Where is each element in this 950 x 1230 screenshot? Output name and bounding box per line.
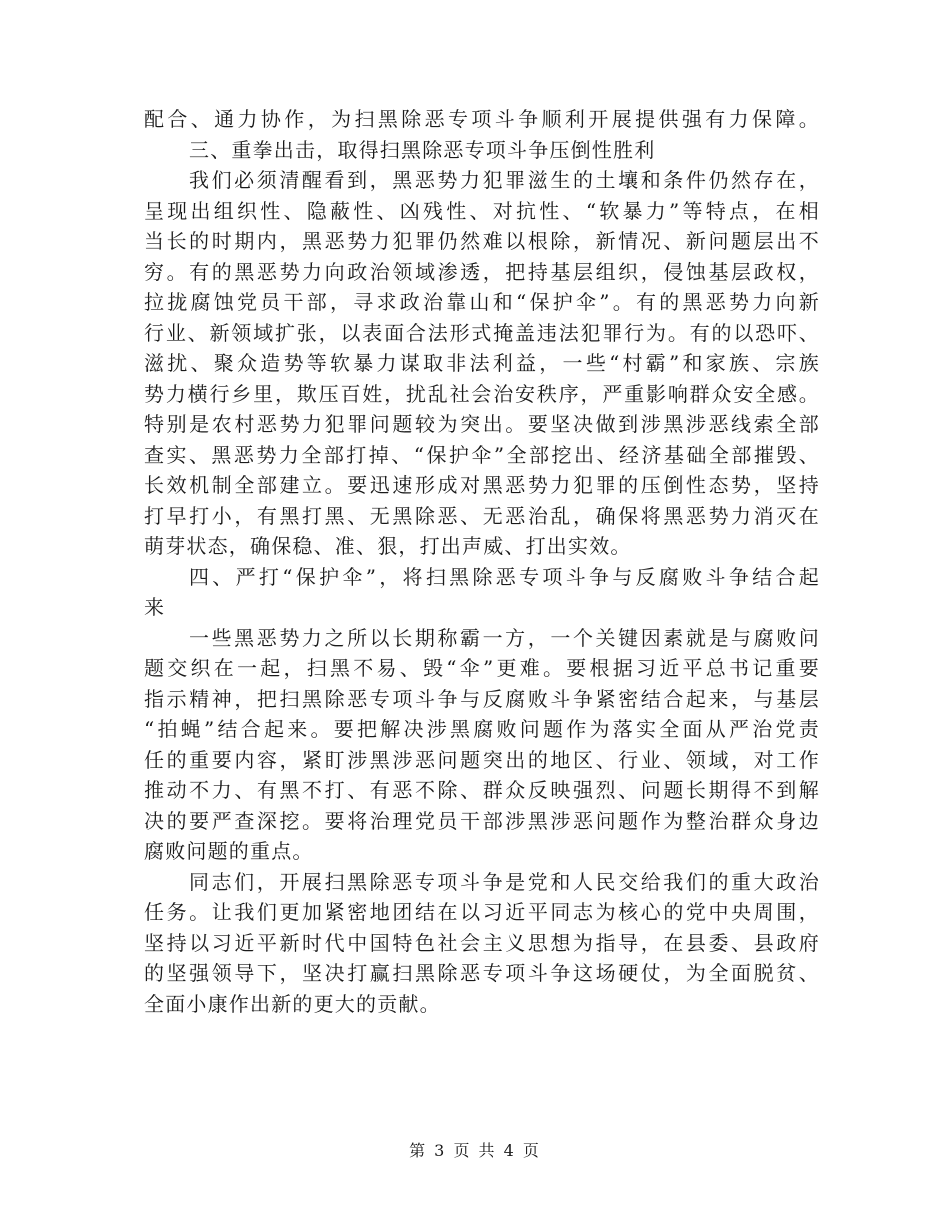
paragraph-line: 来: [144, 595, 166, 619]
paragraph-line: 查实、黑恶势力全部打掉、“保护伞”全部挖出、经济基础全部摧毁、: [144, 442, 820, 467]
paragraph-line: 配合、通力协作，为扫黑除恶专项斗争顺利开展提供强有力保障。: [144, 107, 820, 131]
paragraph-line: 指示精神，把扫黑除恶专项斗争与反腐败斗争紧密结合起来，与基层: [144, 686, 820, 711]
paragraph-line: 当长的时期内，黑恶势力犯罪仍然难以根除，新情况、新问题层出不: [144, 229, 820, 253]
paragraph-line: 决的要严查深挖。要将治理党员干部涉黑涉恶问题作为整治群众身边: [144, 808, 820, 833]
paragraph-line: 特别是农村恶势力犯罪问题较为突出。要坚决做到涉黑涉恶线索全部: [144, 412, 820, 436]
paragraph-line: 题交织在一起，扫黑不易、毁“伞”更难。要根据习近平总书记重要: [144, 656, 820, 680]
paragraph-line: 推动不力、有黑不打、有恶不除、群众反映强烈、问题长期得不到解: [144, 778, 820, 802]
paragraph-line: 任务。让我们更加紧密地团结在以习近平同志为核心的党中央周围，: [144, 900, 820, 924]
page-footer: [0, 1138, 950, 1161]
paragraph-line: 拉拢腐蚀党员干部，寻求政治靠山和“保护伞”。有的黑恶势力向新: [144, 290, 820, 314]
paragraph-line: 我们必须清醒看到，黑恶势力犯罪滋生的土壤和条件仍然存在，: [189, 168, 820, 192]
paragraph-line: 势力横行乡里，欺压百姓，扰乱社会治安秩序，严重影响群众安全感。: [144, 381, 820, 406]
paragraph-line: 行业、新领域扩张，以表面合法形式掩盖违法犯罪行为。有的以恐吓、: [144, 320, 820, 345]
paragraph-line: 打早打小，有黑打黑、无黑除恶、无恶治乱，确保将黑恶势力消灭在: [144, 503, 820, 528]
paragraph-line: “拍蝇”结合起来。要把解决涉黑腐败问题作为落实全面从严治党责: [144, 717, 820, 741]
paragraph-line: 长效机制全部建立。要迅速形成对黑恶势力犯罪的压倒性态势，坚持: [144, 473, 820, 497]
paragraph-line: 坚持以习近平新时代中国特色社会主义思想为指导，在县委、县政府: [144, 930, 820, 955]
paragraph-line: 腐败问题的重点。: [144, 839, 314, 863]
paragraph-line: 任的重要内容，紧盯涉黑涉恶问题突出的地区、行业、领域，对工作: [144, 747, 820, 772]
paragraph-line: 同志们，开展扫黑除恶专项斗争是党和人民交给我们的重大政治: [189, 869, 820, 894]
paragraph-line: 穷。有的黑恶势力向政治领域渗透，把持基层组织，侵蚀基层政权，: [144, 259, 820, 284]
section-heading: 四、严打“保护伞”，将扫黑除恶专项斗争与反腐败斗争结合起: [189, 564, 820, 589]
paragraph-line: 一些黑恶势力之所以长期称霸一方，一个关键因素就是与腐败问: [189, 625, 820, 650]
section-heading: 三、重拳出击，取得扫黑除恶专项斗争压倒性胜利: [189, 137, 656, 162]
paragraph-line: 滋扰、聚众造势等软暴力谋取非法利益，一些“村霸”和家族、宗族: [144, 351, 820, 375]
paragraph-line: 全面小康作出新的更大的贡献。: [144, 991, 441, 1016]
paragraph-line: 呈现出组织性、隐蔽性、凶残性、对抗性、“软暴力”等特点，在相: [144, 198, 820, 223]
paragraph-line: 的坚强领导下，坚决打赢扫黑除恶专项斗争这场硬仗，为全面脱贫、: [144, 961, 820, 985]
document-body: [144, 104, 820, 1019]
paragraph-line: 萌芽状态，确保稳、准、狠，打出声威、打出实效。: [144, 534, 632, 558]
page-number-label: 第 3 页 共 4 页: [409, 1141, 541, 1160]
